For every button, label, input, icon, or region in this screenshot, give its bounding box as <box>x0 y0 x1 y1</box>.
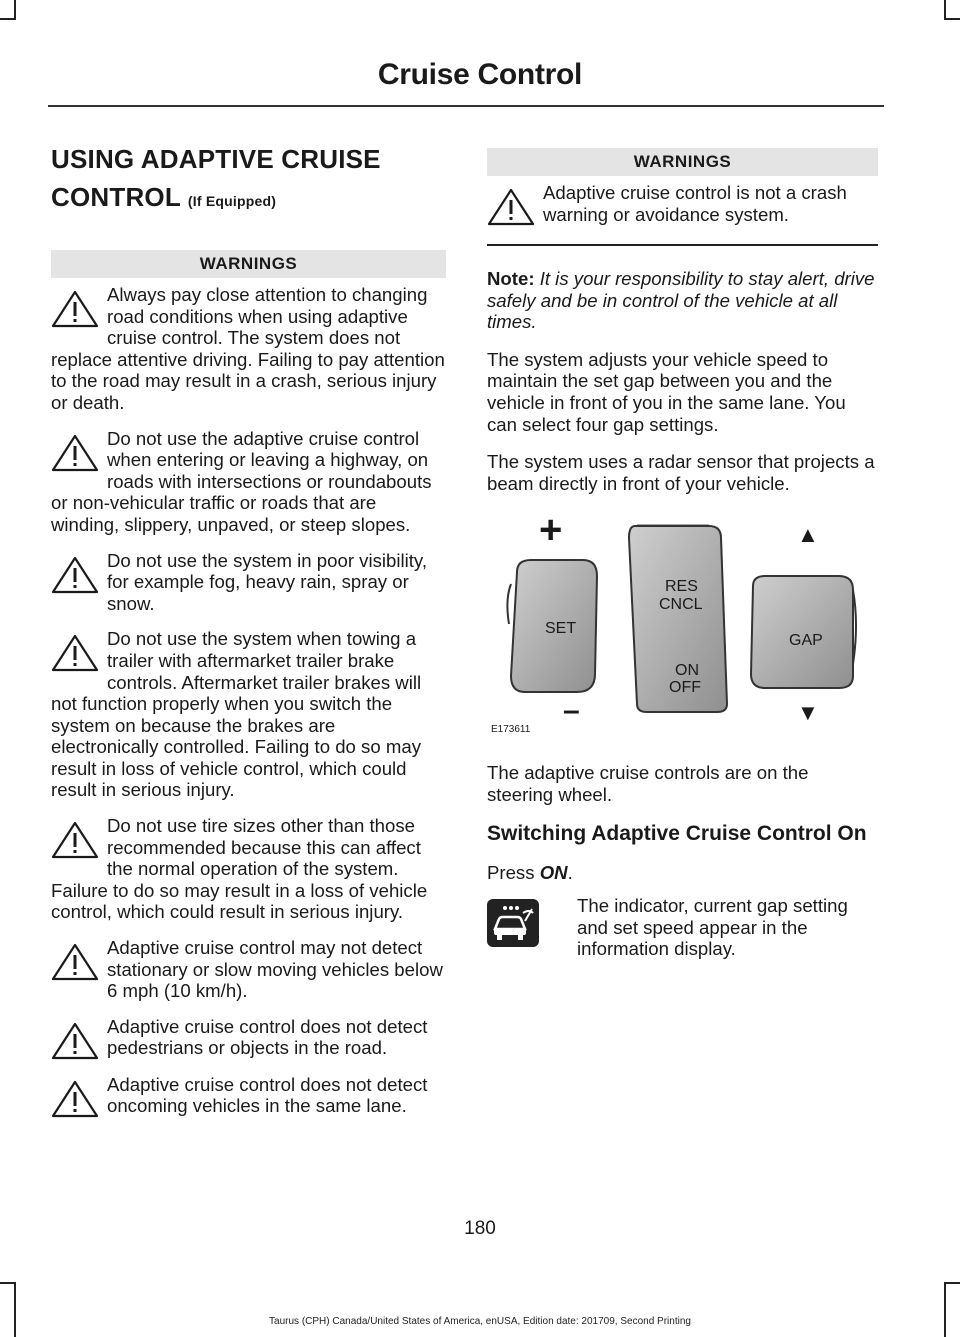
cruise-controls-figure <box>487 508 878 748</box>
gap-button[interactable]: GAP <box>789 632 823 650</box>
car-radar-icon <box>487 899 539 947</box>
warning-item <box>51 284 446 414</box>
warning-triangle-icon <box>51 290 99 328</box>
increase-symbol: + <box>539 508 563 553</box>
warning-triangle-icon <box>51 1080 99 1118</box>
warning-text: Adaptive cruise control may not detect stationary or slow moving vehicles below 6 mph (10 km/h). <box>107 937 443 1002</box>
warning-item <box>51 1074 446 1118</box>
warning-item <box>51 1016 446 1060</box>
warnings-list <box>51 284 446 1118</box>
crop-mark <box>944 1282 946 1337</box>
on-key-label: ON <box>539 861 568 883</box>
page-number: 180 <box>464 1218 496 1239</box>
warning-triangle-icon <box>51 821 99 859</box>
indicator-description: The indicator, current gap setting and set speed appear in the information display. <box>577 895 848 960</box>
section-heading <box>51 140 446 220</box>
warning-text: Adaptive cruise control is not a crash warning or avoidance system. <box>543 182 847 225</box>
indicator-row <box>487 895 878 960</box>
crop-mark <box>0 18 16 20</box>
figure-code: E173611 <box>491 724 531 736</box>
warning-item <box>51 937 446 1002</box>
chapter-title: Cruise Control <box>377 58 583 91</box>
warning-text: Do not use the adaptive cruise control when entering or leaving a highway, on roads with intersections or roundabouts or non-vehicular traffic or roads that are winding, slippery, unpaved, or steep slopes. <box>51 427 432 535</box>
crop-mark <box>944 0 946 20</box>
warning-triangle-icon <box>51 634 99 672</box>
warning-text: Adaptive cruise control does not detect pedestrians or objects in the road. <box>107 1015 428 1059</box>
on-label[interactable]: ON <box>675 662 699 680</box>
warning-item <box>51 815 446 923</box>
right-column <box>487 140 878 960</box>
header-divider <box>48 105 884 107</box>
warning-item <box>51 550 446 615</box>
press-prefix: Press <box>487 861 540 883</box>
note-label: Note: <box>487 268 535 289</box>
body-paragraph: The system adjusts your vehicle speed to maintain the set gap between you and the vehicle in front of you in the same lane. You can select four gap settings. <box>487 348 846 435</box>
crop-mark <box>944 1282 960 1284</box>
body-paragraph: The adaptive cruise controls are on the steering wheel. <box>487 762 809 805</box>
warning-text: Adaptive cruise control does not detect oncoming vehicles in the same lane. <box>107 1073 428 1117</box>
crop-mark <box>944 18 960 20</box>
warning-item <box>487 182 878 226</box>
if-equipped-label: (If Equipped) <box>187 193 277 209</box>
press-suffix: . <box>567 861 573 883</box>
warnings-divider <box>487 244 878 246</box>
gap-up-arrow-icon: ▲ <box>797 522 819 548</box>
off-label[interactable]: OFF <box>669 679 701 697</box>
section-heading-line-1: USING ADAPTIVE CRUISE <box>51 144 381 174</box>
warning-triangle-icon <box>51 943 99 981</box>
gap-down-arrow-icon: ▼ <box>797 700 819 726</box>
left-column <box>51 140 446 1132</box>
decrease-symbol: – <box>563 694 580 728</box>
warning-text: Do not use tire sizes other than those recommended because this can affect the normal operation of the system. Failure to do so may result in a loss of vehicle control, which could result in serious injury. <box>51 815 428 923</box>
warning-text: Do not use the system in poor visibility, for example fog, heavy rain, spray or snow. <box>107 549 428 614</box>
adaptive-cruise-indicator-icon <box>487 899 539 947</box>
warning-triangle-icon <box>51 1022 99 1060</box>
crop-mark <box>14 0 16 20</box>
warning-text: Always pay close attention to changing road conditions when using adaptive cruise control. The system does not replace attentive driving. Failing to pay attention to the road may result in a crash, serious injury or death. <box>51 284 445 413</box>
warning-item <box>51 428 446 536</box>
subsection-heading: Switching Adaptive Cruise Control On <box>487 821 867 845</box>
warning-item <box>51 628 446 801</box>
press-instruction <box>487 862 878 884</box>
note-paragraph <box>487 268 878 333</box>
warning-triangle-icon <box>51 556 99 594</box>
footer-edition-info: Taurus (CPH) Canada/United States of America, enUSA, Edition date: 201709, Second Printing <box>269 1316 691 1327</box>
cncl-label[interactable]: CNCL <box>659 596 703 614</box>
warning-triangle-icon <box>487 188 535 226</box>
warnings-banner: WARNINGS <box>487 148 878 176</box>
section-heading-line-2: CONTROL <box>51 182 181 212</box>
warning-text: Do not use the system when towing a trailer with aftermarket trailer brake controls. Aftermarket trailer brakes will not function properly when you switch the system on because the brakes are electronically controlled. Failing to do so may result in loss of vehicle control, which could result in serious injury. <box>51 628 422 801</box>
note-text: It is your responsibility to stay alert, drive safely and be in control of the vehicle at all times. <box>487 268 875 333</box>
set-button[interactable]: SET <box>545 620 577 638</box>
warnings-banner: WARNINGS <box>51 250 446 278</box>
crop-mark <box>0 1282 16 1284</box>
body-paragraph: The system uses a radar sensor that projects a beam directly in front of your vehicle. <box>487 451 875 494</box>
warning-triangle-icon <box>51 434 99 472</box>
crop-mark <box>14 1282 16 1337</box>
res-label[interactable]: RES <box>665 578 698 596</box>
